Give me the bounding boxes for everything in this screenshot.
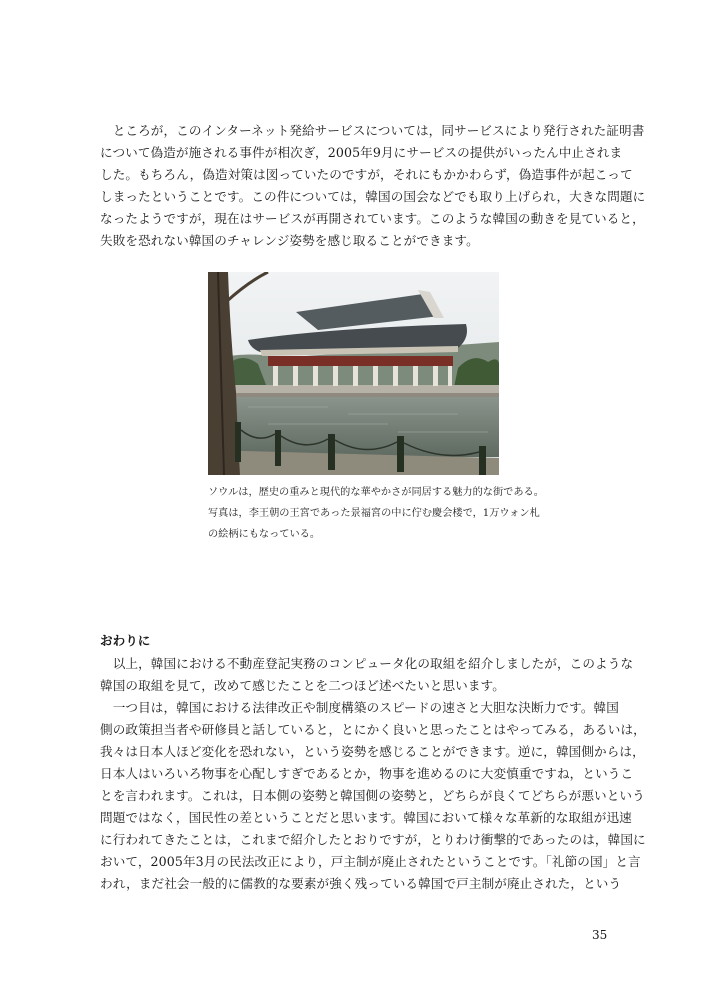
paragraph-line: 問題ではなく，国民性の差ということだと思います。韓国において様々な革新的な取組が迅速 [100,810,632,825]
caption-line: の絵柄にもなっている。 [208,529,321,540]
paragraph-line: について偽造が施される事件が相次ぎ，2005年9月にサービスの提供がいったん中止されま [100,145,623,160]
paragraph-line: した。もちろん，偽造対策は図っていたのですが，それにもかかわらず，偽造事件が起こって [100,167,633,182]
paragraph-line: 以上，韓国における不動産登記実務のコンピュータ化の取組を紹介しましたが，このような [100,656,634,671]
paragraph-line: 日本人はいろいろ物事を心配しすぎであるとか，物事を進めるのに大変慎重ですね，というこ [100,766,634,781]
paragraph-line: おいて，2005年3月の民法改正により，戸主制が廃止されたということです。「礼節の国」と言 [100,854,641,869]
paragraph-line: 一つ目は，韓国における法律改正や制度構築のスピードの速さと大胆な決断力です。韓国 [100,700,619,715]
paragraph-line: 側の政策担当者や研修員と話していると，とにかく良いと思ったことはやってみる，あるいは， [100,722,646,737]
paragraph-line: 失敗を恐れない韓国のチャレンジ姿勢を感じ取ることができます。 [100,233,479,248]
page-number: 35 [592,928,608,942]
paragraph-line: われ，まだ社会一般的に儒教的な要素が強く残っている韓国で戸主制が廃止された，という [100,876,622,891]
paragraph-line: しまったということです。この件については，韓国の国会などでも取り上げられ，大きな問題に [100,189,646,204]
pavilion-photo [208,272,499,475]
paragraph-line: 韓国の取組を見て，改めて感じたことを二つほど述べたいと思います。 [100,678,505,693]
paragraph-line: ところが，このインターネット発給サービスについては，同サービスにより発行された証明書 [100,123,645,138]
paragraph-line: に行われてきたことは，これまで紹介したとおりですが，とりわけ衝撃的であったのは，韓国に [100,832,646,847]
paragraph-1 [100,120,646,252]
paragraph-line: とを言われます。これは，日本側の姿勢と韓国側の姿勢と，どちらが良くてどちらが悪いという [100,788,645,803]
paragraph-line: なったようですが，現在はサービスが再開されています。このような韓国の動きを見ていると， [100,211,645,226]
photo-caption [208,482,568,545]
paragraph-2 [100,653,646,895]
pavilion-photo-illustration [208,272,499,475]
section-heading: おわりに [100,633,151,648]
caption-line: 写真は，李王朝の王宮であった景福宮の中に佇む慶会楼で，1万ウォン札 [208,508,540,519]
paragraph-line: 我々は日本人ほど変化を恐れない，という姿勢を感じることができます。逆に，韓国側からは， [100,744,645,759]
caption-line: ソウルは，歴史の重みと現代的な華やかさが同居する魅力的な街である。 [208,487,544,498]
